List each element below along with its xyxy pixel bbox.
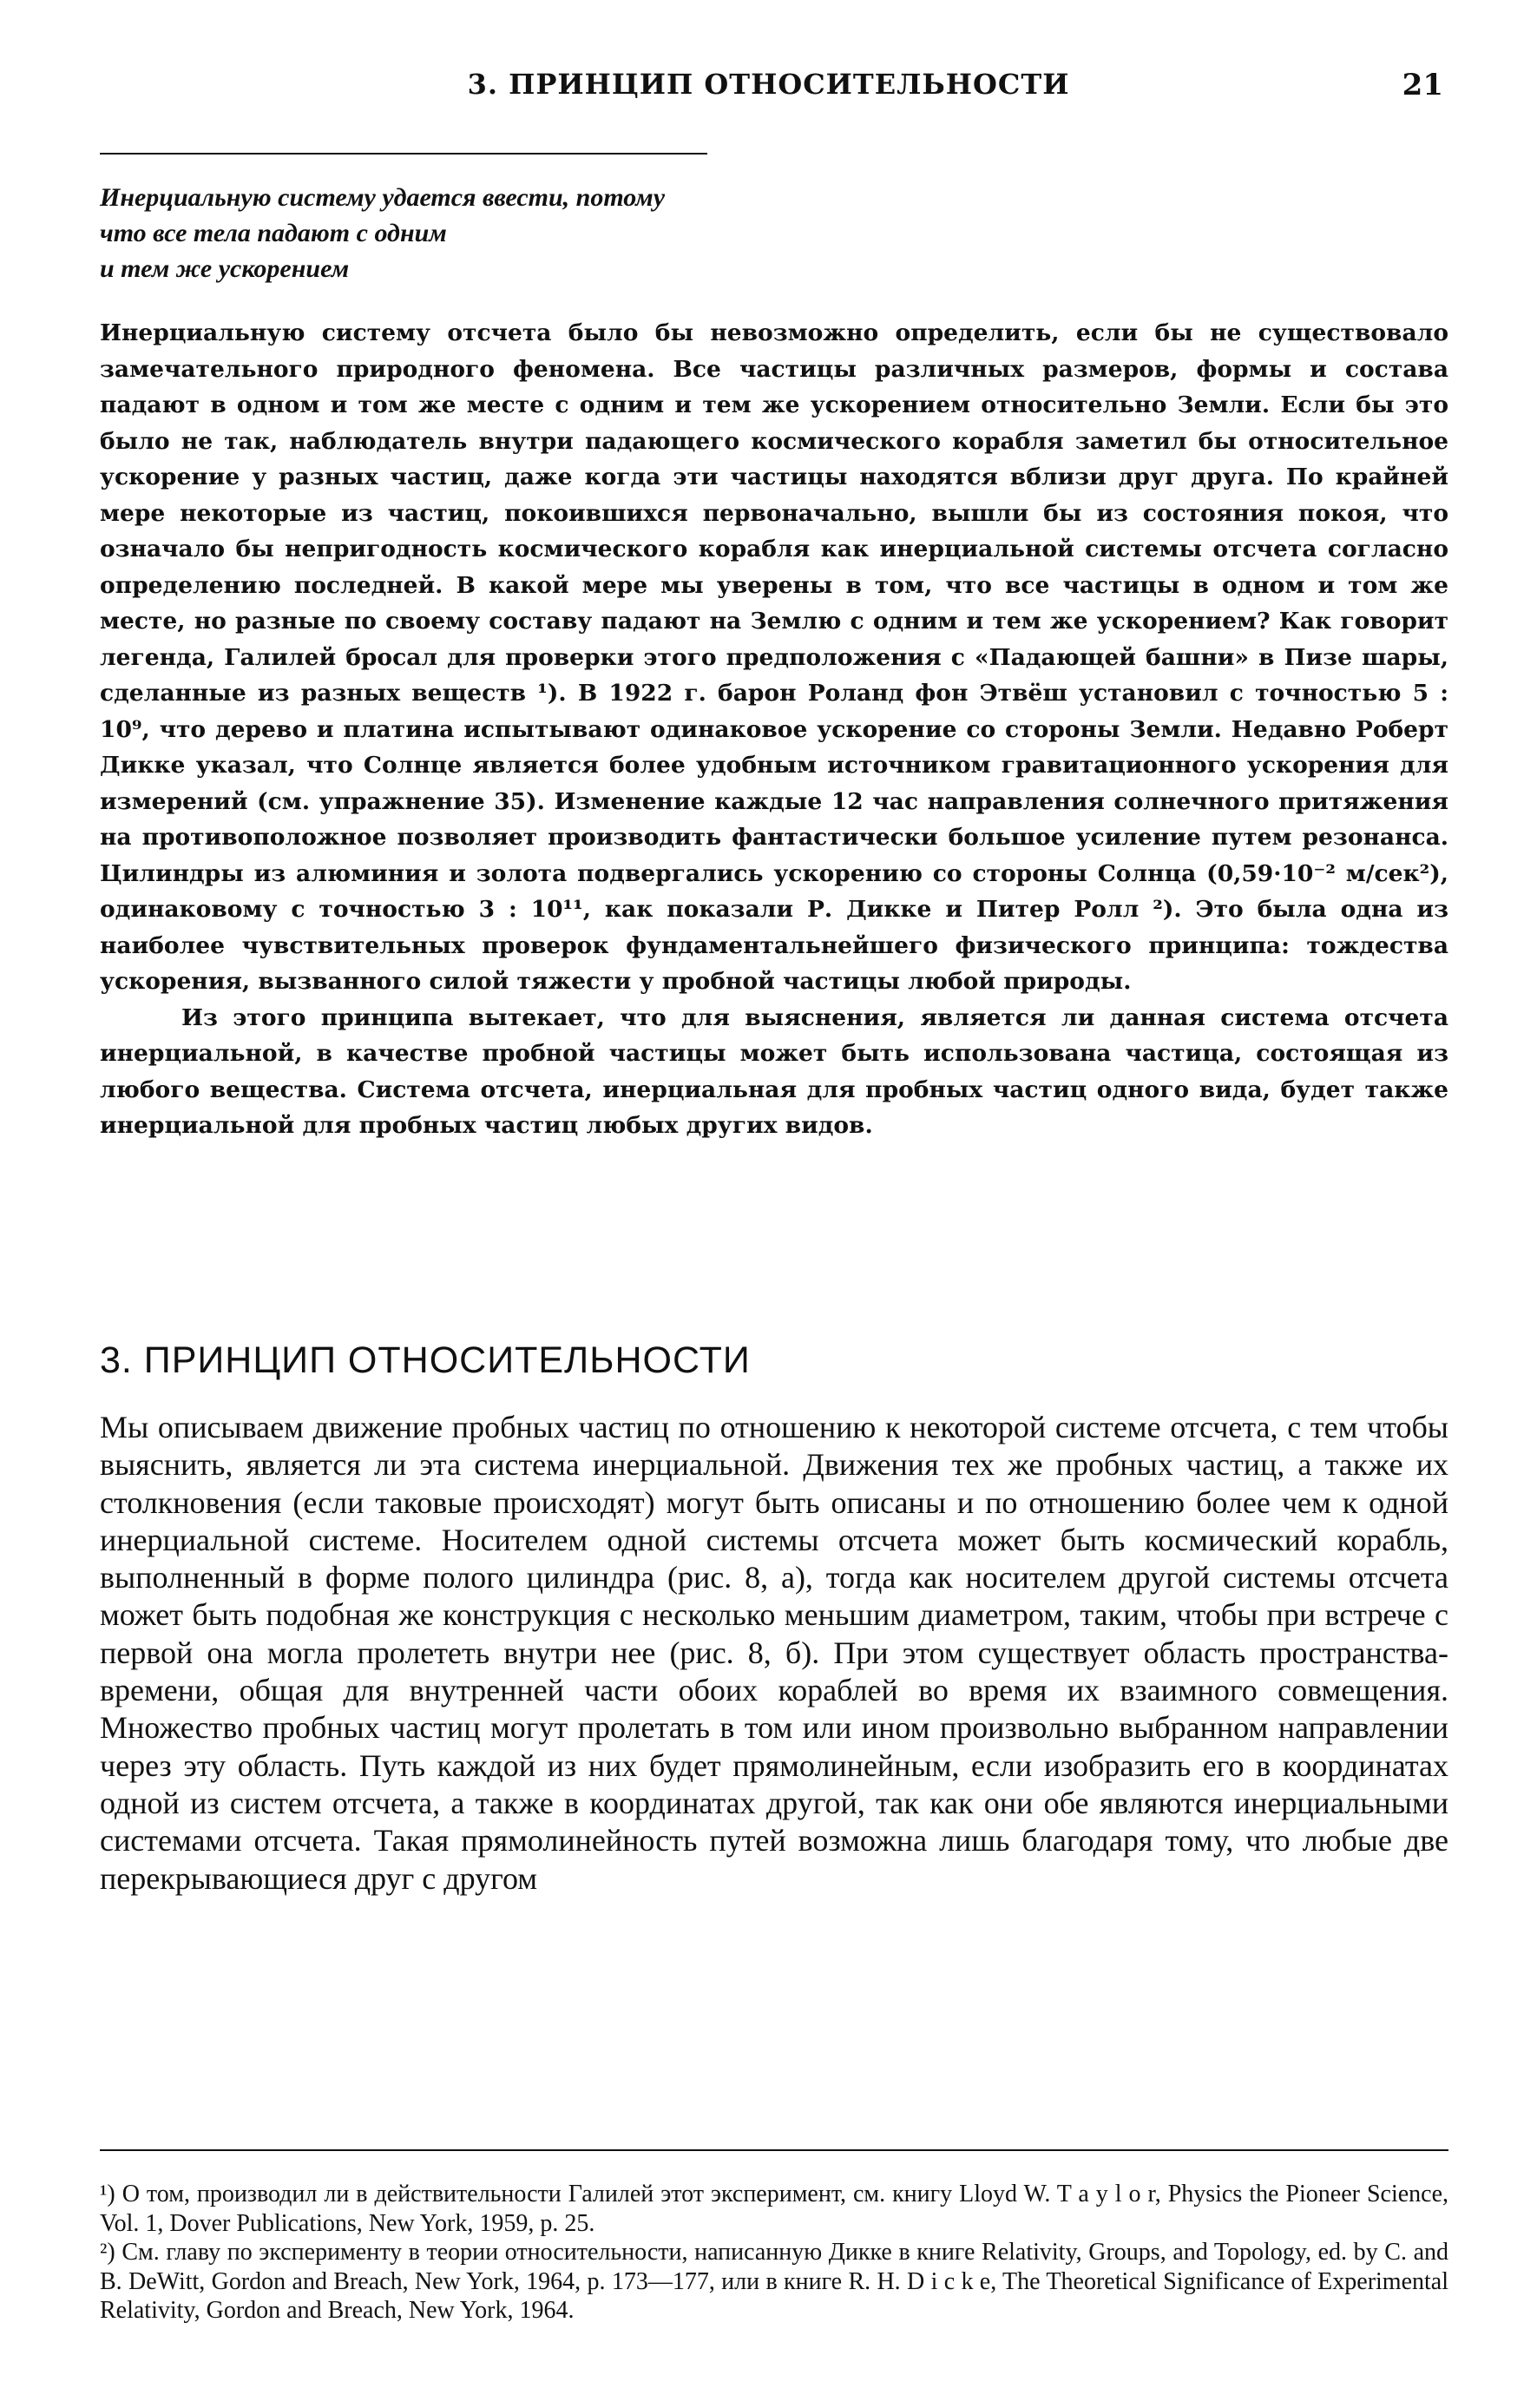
footnote: ²) См. главу по эксперименту в теории относительности, написанную Дикке в книге Relativity, Groups, and Topology, ed. by C. and B. DeWitt, Gordon and Breach, New York, 1964, p. 173—177, или в книге R. H. D i c k e, The Theoretical Significance of Experimental Relativity, Gordon and Breach, New York, 1964. (100, 2239, 1448, 2324)
body-paragraph: Инерциальную систему отсчета было бы невозможно определить, если бы не существовало замечательного природного феномена. Все частицы различных размеров, формы и состава падают в одном и том же месте с одним и тем же ускорением относительно Земли. Если бы это было не так, наблюдатель внутри падающего космического корабля заметил бы относительное ускорение у разных частиц, даже когда эти частицы находятся вблизи друг друга. По крайней мере некоторые из частиц, покоившихся первоначально, вышли бы из состояния покоя, что означало бы непригодность космического корабля как инерциальной системы отсчета согласно определению последней. В какой мере мы уверены в том, что все частицы в одном и том же месте, но разные по своему составу падают на Землю с одним и тем же ускорением? Как говорит легенда, Галилей бросал для проверки этого предположения с «Падающей башни» в Пизе шары, сделанные из разных веществ ¹). В 1922 г. барон Роланд фон Этвёш установил с точностью 5 : 10⁹, что дерево и платина испытывают одинаковое ускорение со стороны Земли. Недавно Роберт Дикке указал, что Солнце является более удобным источником гравитационного ускорения для измерений (см. упражнение 35). Изменение каждые 12 час направления солнечного притяжения на противоположное позволяет производить фантастически большое усиление путем резонанса. Цилиндры из алюминия и золота подвергались ускорению со стороны Солнца (0,59·10⁻² м/сек²), одинаковому с точностью 3 : 10¹¹, как показали Р. Дикке и Питер Ролл ²). Это была одна из наиболее чувствительных проверок фундаментальнейшего физического принципа: тождества ускорения, вызванного силой тяжести у пробной частицы любой природы. (100, 319, 1448, 995)
epigraph-line: Инерциальную систему удается ввести, потому (100, 183, 666, 212)
running-title: 3. ПРИНЦИП ОТНОСИТЕЛЬНОСТИ (467, 68, 1070, 101)
epigraph (100, 180, 881, 286)
body-paragraph: Мы описываем движение пробных частиц по отношению к некоторой системе отсчета, с тем чтобы выяснить, является ли эта система инерциальной. Движения тех же пробных частиц, а также их столкновения (если таковые происходят) могут быть описаны и по отношению более чем к одной инерциальной системе. Носителем одной системы отсчета может быть космический корабль, выполненный в форме полого цилиндра (рис. 8, а), тогда как носителем другой системы отсчета может быть подобная же конструкция с несколько меньшим диаметром, таким, чтобы при встрече с первой она могла пролететь внутри нее (рис. 8, б). При этом существует область пространства-времени, общая для внутренней части обоих кораблей во время их взаимного совмещения. Множество пробных частиц могут пролетать в том или ином произвольно выбранном направлении через эту область. Путь каждой из них будет прямолинейным, если изобразить его в координатах одной из систем отсчета, а также в координатах другой, так как они обе являются инерциальными системами отсчета. Такая прямолинейность путей возможна лишь благодаря тому, что любые две перекрывающиеся друг с другом (100, 1410, 1448, 1896)
page-number: 21 (1402, 68, 1443, 102)
running-header (0, 68, 1537, 111)
preceding-section-text (100, 315, 1448, 1144)
body-paragraph: Из этого принципа вытекает, что для выяснения, является ли данная система отсчета инерциальной, в качестве пробной частицы может быть использована частица, состоящая из любого вещества. Система отсчета, инерциальная для пробных частиц одного вида, будет также инерциальной для пробных частиц любых других видов. (100, 1003, 1448, 1139)
epigraph-line: что все тела падают с одним (100, 219, 447, 247)
footnote-divider (100, 2149, 1448, 2151)
epigraph-divider (100, 153, 707, 155)
section-heading: 3. ПРИНЦИП ОТНОСИТЕЛЬНОСТИ (100, 1339, 751, 1381)
footnote: ¹) О том, производил ли в действительности Галилей этот эксперимент, см. книгу Lloyd W. T a y l o r, Physics the Pioneer Science, Vol. 1, Dover Publications, New York, 1959, p. 25. (100, 2181, 1448, 2237)
section-body (100, 1409, 1448, 1898)
epigraph-line: и тем же ускорением (100, 254, 350, 283)
footnotes (100, 2180, 1448, 2326)
